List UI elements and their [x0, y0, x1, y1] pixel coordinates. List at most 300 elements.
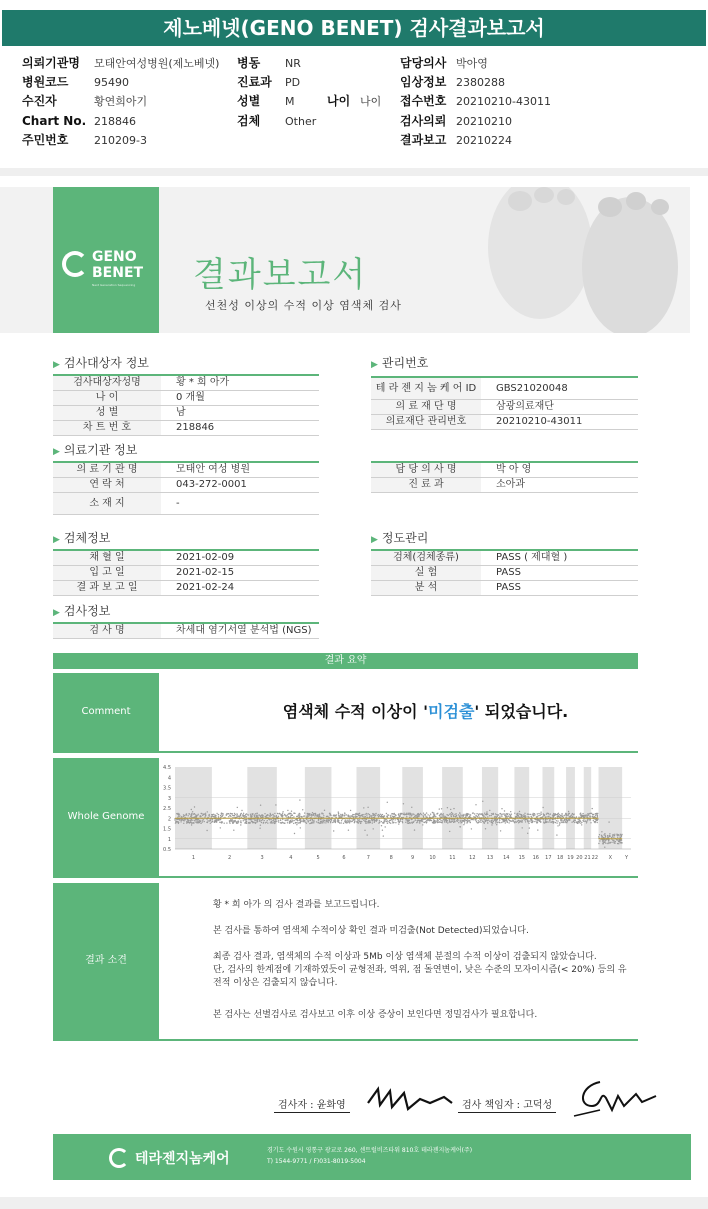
data-point — [442, 820, 443, 821]
data-point — [511, 821, 512, 822]
data-point — [451, 814, 452, 815]
data-point — [478, 820, 479, 821]
data-point — [568, 813, 569, 814]
data-point — [251, 815, 252, 816]
data-point — [188, 820, 189, 821]
chromosome-band — [305, 767, 332, 849]
data-point — [534, 814, 535, 815]
header-field-label: 의뢰기관명 — [22, 56, 80, 70]
info-row — [371, 581, 638, 596]
info-value: PASS ( 제대혈 ) — [496, 552, 568, 563]
data-point — [218, 814, 219, 815]
y-tick-label: 1.5 — [163, 826, 171, 833]
data-point — [553, 816, 554, 817]
info-row — [53, 463, 319, 478]
data-point — [522, 820, 523, 821]
data-point — [343, 815, 344, 816]
data-point — [361, 821, 362, 822]
data-point — [294, 833, 295, 834]
header-field-value: 20210210 — [456, 115, 512, 128]
data-point — [366, 819, 367, 820]
data-point — [535, 819, 536, 820]
data-point — [613, 840, 614, 841]
chromosome-band — [402, 767, 423, 849]
info-value: GBS21020048 — [496, 383, 568, 394]
data-point — [489, 815, 490, 816]
data-point — [576, 821, 577, 822]
data-point — [267, 820, 268, 821]
data-point — [204, 821, 205, 822]
data-point — [602, 843, 603, 844]
info-label: 소 재 지 — [53, 493, 161, 514]
age-field: 나이 나이 — [327, 94, 382, 108]
data-point — [578, 817, 579, 818]
data-point — [239, 816, 240, 817]
data-point — [271, 815, 272, 816]
data-point — [195, 814, 196, 815]
data-point — [610, 842, 611, 843]
data-point — [509, 814, 510, 815]
header-field-value: 2380288 — [456, 76, 505, 89]
data-point — [489, 810, 490, 811]
data-point — [591, 813, 592, 814]
info-label: 채 혈 일 — [53, 551, 161, 565]
data-point — [214, 814, 215, 815]
data-point — [350, 810, 351, 811]
data-point — [299, 822, 300, 823]
data-point — [255, 813, 256, 814]
data-point — [312, 815, 313, 816]
data-point — [457, 819, 458, 820]
data-point — [299, 799, 300, 800]
data-point — [230, 819, 231, 820]
data-point — [236, 821, 237, 822]
data-point — [466, 822, 467, 823]
data-point — [604, 847, 605, 848]
data-point — [210, 823, 211, 824]
header-field-label: 진료과 — [237, 75, 272, 89]
data-point — [517, 814, 518, 815]
data-point — [437, 820, 438, 821]
data-point — [453, 819, 454, 820]
data-point — [617, 837, 618, 838]
data-point — [309, 814, 310, 815]
data-point — [342, 815, 343, 816]
data-point — [264, 820, 265, 821]
data-point — [375, 813, 376, 814]
data-point — [398, 820, 399, 821]
data-point — [330, 815, 331, 816]
data-point — [560, 820, 561, 821]
arrow-icon: ▶ — [371, 535, 378, 545]
data-point — [442, 822, 443, 823]
data-point — [501, 816, 502, 817]
data-point — [274, 815, 275, 816]
data-point — [188, 815, 189, 816]
y-tick-label: 4.5 — [163, 765, 171, 771]
data-point — [417, 816, 418, 817]
data-point — [381, 825, 382, 826]
data-point — [524, 816, 525, 817]
data-point — [291, 819, 292, 820]
data-point — [481, 819, 482, 820]
data-point — [423, 813, 424, 814]
data-point — [444, 821, 445, 822]
section-title: ▶ 의료기관 정보 — [53, 443, 138, 457]
data-point — [514, 821, 515, 822]
data-point — [354, 819, 355, 820]
chromosome-band — [542, 767, 554, 849]
data-point — [203, 819, 204, 820]
x-tick-label: 8 — [389, 855, 393, 861]
header-field-label: Chart No. — [22, 114, 87, 128]
x-tick-label: 17 — [545, 855, 552, 861]
data-point — [475, 804, 476, 805]
data-point — [312, 812, 313, 813]
data-point — [319, 816, 320, 817]
data-point — [249, 822, 250, 823]
data-point — [383, 835, 384, 836]
data-point — [548, 821, 549, 822]
data-point — [595, 815, 596, 816]
data-point — [293, 813, 294, 814]
data-point — [496, 814, 497, 815]
data-point — [212, 819, 213, 820]
data-point — [365, 816, 366, 817]
data-point — [309, 823, 310, 824]
data-point — [537, 822, 538, 823]
data-point — [458, 822, 459, 823]
data-point — [359, 813, 360, 814]
data-point — [233, 830, 234, 831]
data-point — [199, 820, 200, 821]
data-point — [192, 811, 193, 812]
data-point — [295, 822, 296, 823]
header-field-label: 임상정보 — [400, 75, 447, 89]
data-point — [395, 819, 396, 820]
data-point — [364, 821, 365, 822]
opinion-row — [53, 883, 638, 1041]
data-point — [367, 807, 368, 808]
data-point — [290, 816, 291, 817]
data-point — [469, 814, 470, 815]
data-point — [323, 815, 324, 816]
data-point — [517, 813, 518, 814]
data-point — [228, 813, 229, 814]
title-bar — [0, 0, 708, 52]
data-point — [456, 815, 457, 816]
data-point — [552, 821, 553, 822]
data-point — [216, 813, 217, 814]
y-tick-label: 3.5 — [163, 785, 171, 792]
data-point — [601, 831, 602, 832]
data-point — [378, 816, 379, 817]
data-point — [572, 816, 573, 817]
header-field — [237, 73, 300, 91]
data-point — [242, 815, 243, 816]
info-label: 분 석 — [371, 581, 481, 595]
data-point — [460, 826, 461, 827]
data-point — [433, 812, 434, 813]
data-point — [455, 813, 456, 814]
data-point — [284, 814, 285, 815]
data-point — [340, 815, 341, 816]
data-point — [482, 821, 483, 822]
data-point — [426, 820, 427, 821]
data-point — [400, 813, 401, 814]
data-point — [598, 836, 599, 837]
data-point — [534, 813, 535, 814]
data-point — [500, 813, 501, 814]
data-point — [304, 812, 305, 813]
data-point — [254, 816, 255, 817]
data-point — [605, 836, 606, 837]
data-point — [597, 822, 598, 823]
data-point — [328, 822, 329, 823]
data-point — [405, 822, 406, 823]
header-field — [400, 73, 505, 91]
data-point — [349, 816, 350, 817]
data-point — [330, 821, 331, 822]
header-field-label: 접수번호 — [400, 94, 447, 108]
data-point — [593, 817, 594, 818]
data-point — [348, 815, 349, 816]
data-point — [473, 812, 474, 813]
data-point — [365, 822, 366, 823]
data-point — [486, 813, 487, 814]
data-point — [374, 821, 375, 822]
data-point — [191, 809, 192, 810]
data-point — [395, 822, 396, 823]
comment-label: Comment — [53, 673, 159, 751]
data-point — [503, 820, 504, 821]
data-point — [246, 816, 247, 817]
header-field — [237, 112, 316, 130]
data-point — [282, 813, 283, 814]
x-tick-label: 11 — [449, 855, 456, 861]
data-point — [240, 824, 241, 825]
data-point — [364, 814, 365, 815]
data-point — [537, 829, 538, 830]
data-point — [311, 815, 312, 816]
data-point — [270, 819, 271, 820]
data-point — [206, 830, 207, 831]
info-label: 차 트 번 호 — [53, 421, 161, 435]
data-point — [564, 822, 565, 823]
data-point — [463, 814, 464, 815]
data-point — [399, 816, 400, 817]
section-title: ▶ 검사정보 — [53, 604, 111, 618]
data-point — [369, 816, 370, 817]
data-point — [593, 820, 594, 821]
data-point — [573, 821, 574, 822]
data-point — [333, 820, 334, 821]
data-point — [191, 814, 192, 815]
opinion-line: 단, 검사의 한계점에 기재하였듯이 균형전좌, 역위, 점 돌연변이, 낮은 수준의 모자이시즘(< 20%) 등의 유전적 이상은 검출되지 않습니다. — [213, 965, 627, 988]
data-point — [580, 814, 581, 815]
header-field-label: 병원코드 — [22, 75, 69, 89]
data-point — [265, 816, 266, 817]
data-point — [548, 816, 549, 817]
data-point — [429, 815, 430, 816]
data-point — [257, 819, 258, 820]
data-point — [496, 824, 497, 825]
data-point — [444, 820, 445, 821]
data-point — [620, 834, 621, 835]
info-table — [53, 622, 319, 639]
arrow-icon: ▶ — [53, 608, 60, 618]
data-point — [346, 814, 347, 815]
x-tick-label: 10 — [429, 855, 436, 861]
data-point — [386, 819, 387, 820]
data-point — [233, 815, 234, 816]
data-point — [280, 819, 281, 820]
data-point — [508, 822, 509, 823]
data-point — [369, 814, 370, 815]
info-label: 테 라 젠 지 놈 케 어 ID — [371, 378, 481, 399]
data-point — [469, 816, 470, 817]
data-point — [599, 840, 600, 841]
not-detected-highlight: 미검출 — [428, 702, 475, 721]
data-point — [597, 813, 598, 814]
data-point — [617, 834, 618, 835]
chromosome-band — [482, 767, 498, 849]
data-point — [485, 814, 486, 815]
info-label: 의 료 재 단 명 — [371, 400, 481, 414]
data-point — [329, 813, 330, 814]
header-field-value: PD — [285, 76, 301, 89]
data-point — [269, 816, 270, 817]
data-point — [402, 822, 403, 823]
data-point — [430, 814, 431, 815]
data-point — [363, 820, 364, 821]
data-point — [226, 822, 227, 823]
data-point — [484, 822, 485, 823]
data-point — [276, 820, 277, 821]
info-label: 담 당 의 사 명 — [371, 463, 481, 477]
data-point — [559, 824, 560, 825]
data-point — [510, 811, 511, 812]
data-point — [241, 810, 242, 811]
data-point — [207, 811, 208, 812]
data-point — [478, 816, 479, 817]
data-point — [449, 820, 450, 821]
data-point — [540, 821, 541, 822]
data-point — [293, 823, 294, 824]
data-point — [464, 819, 465, 820]
data-point — [392, 820, 393, 821]
info-row — [53, 493, 319, 515]
data-point — [290, 822, 291, 823]
header-field-value: Other — [285, 115, 317, 128]
data-point — [604, 833, 605, 834]
header-field-label: 결과보고 — [400, 133, 447, 147]
data-point — [300, 820, 301, 821]
data-point — [306, 823, 307, 824]
data-point — [228, 816, 229, 817]
data-point — [564, 819, 565, 820]
data-point — [390, 815, 391, 816]
y-tick-label: 3 — [167, 795, 171, 802]
data-point — [506, 819, 507, 820]
data-point — [500, 830, 501, 831]
data-point — [387, 814, 388, 815]
data-point — [278, 820, 279, 821]
data-point — [398, 823, 399, 824]
data-point — [525, 821, 526, 822]
data-point — [560, 817, 561, 818]
data-point — [211, 816, 212, 817]
data-point — [313, 813, 314, 814]
data-point — [583, 821, 584, 822]
data-point — [341, 822, 342, 823]
data-point — [529, 820, 530, 821]
comment-text: 염색체 수적 이상이 '미검출' 되었습니다. — [282, 702, 569, 721]
data-point — [358, 815, 359, 816]
data-point — [272, 814, 273, 815]
data-point — [398, 821, 399, 822]
data-point — [413, 821, 414, 822]
data-point — [244, 816, 245, 817]
data-point — [527, 814, 528, 815]
data-point — [323, 813, 324, 814]
data-point — [541, 814, 542, 815]
data-point — [390, 816, 391, 817]
data-point — [507, 816, 508, 817]
data-point — [299, 820, 300, 821]
data-point — [301, 816, 302, 817]
data-point — [285, 820, 286, 821]
data-point — [261, 822, 262, 823]
data-point — [512, 819, 513, 820]
data-point — [286, 815, 287, 816]
data-point — [450, 813, 451, 814]
data-point — [259, 820, 260, 821]
data-point — [183, 820, 184, 821]
y-tick-label: 2 — [167, 816, 171, 823]
data-point — [281, 816, 282, 817]
data-point — [385, 826, 386, 827]
data-point — [584, 815, 585, 816]
data-point — [433, 816, 434, 817]
info-value: 2021-02-15 — [176, 567, 235, 578]
data-point — [463, 820, 464, 821]
data-point — [464, 822, 465, 823]
data-point — [250, 814, 251, 815]
data-point — [201, 813, 202, 814]
data-point — [608, 840, 609, 841]
data-point — [358, 820, 359, 821]
data-point — [566, 815, 567, 816]
data-point — [589, 819, 590, 820]
data-point — [174, 819, 175, 820]
data-point — [357, 814, 358, 815]
data-point — [422, 815, 423, 816]
data-point — [275, 820, 276, 821]
data-point — [568, 820, 569, 821]
data-point — [608, 842, 609, 843]
data-point — [185, 814, 186, 815]
data-point — [214, 816, 215, 817]
data-point — [189, 813, 190, 814]
data-point — [423, 819, 424, 820]
data-point — [200, 816, 201, 817]
data-point — [420, 813, 421, 814]
data-point — [178, 814, 179, 815]
data-point — [597, 816, 598, 817]
data-point — [406, 816, 407, 817]
data-point — [364, 830, 365, 831]
